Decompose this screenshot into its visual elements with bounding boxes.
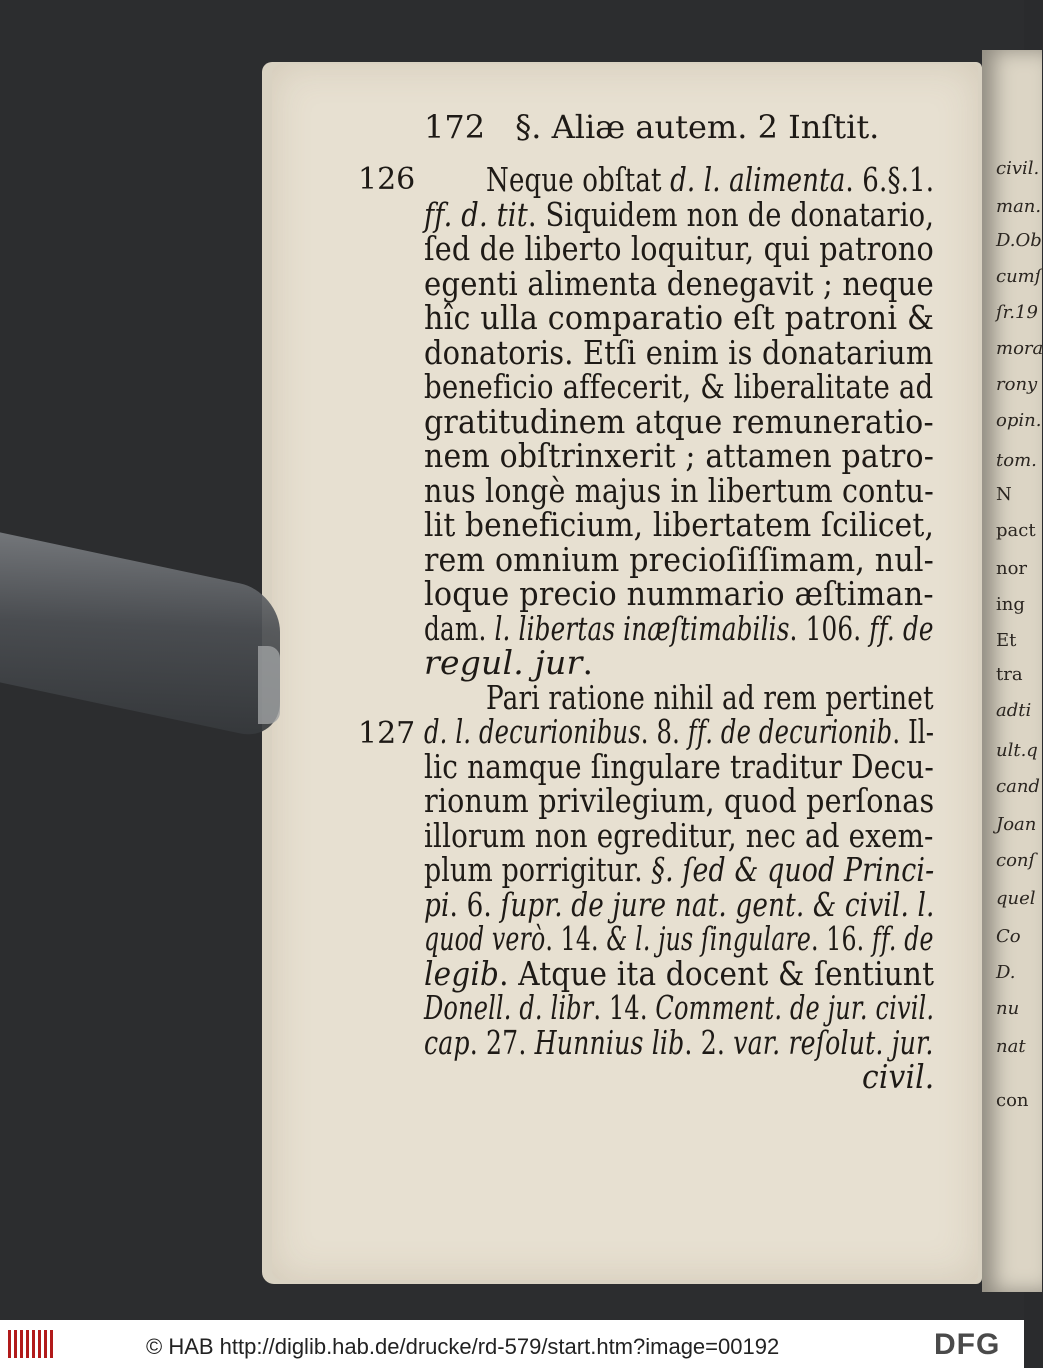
text-line (424, 333, 933, 372)
text-line (424, 781, 934, 820)
adjacent-page-fragment: D. (996, 962, 1016, 983)
text-run: . 14. (593, 988, 656, 1027)
text-line (424, 436, 934, 475)
text-run: ſed de liberto loquitur, qui patrono (424, 229, 934, 268)
adjacent-page-fragment: civil. (996, 158, 1040, 179)
page-clamp-tip (258, 646, 280, 724)
text-line (424, 919, 934, 958)
adjacent-page-fragment: nu (996, 998, 1020, 1019)
adjacent-page-fragment: cand (996, 776, 1040, 797)
footer-source-link[interactable]: © HAB http://diglib.hab.de/drucke/rd-579/start.htm?image=00192 (146, 1334, 780, 1359)
text-line (424, 402, 934, 441)
adjacent-page-fragment: ing (996, 594, 1025, 615)
text-run: . 14. (545, 919, 607, 958)
hab-logo-icon (8, 1330, 54, 1358)
adjacent-page-fragment: conſ (996, 850, 1036, 871)
text-run: . 2. (684, 1022, 734, 1062)
text-run: §. ſed & quod Princi- (651, 850, 935, 889)
text-run: . 6.§.1. (845, 160, 935, 199)
adjacent-page-fragment: man. (996, 196, 1042, 217)
text-run: egenti alimenta denegavit ; neque (424, 263, 934, 303)
text-run: lic namque ſingulare traditur Decu- (424, 746, 935, 786)
text-run: & l. jus ſingulare (606, 919, 811, 958)
page-number: 172 (424, 108, 486, 146)
text-run: quod verò (424, 919, 546, 958)
adjacent-page-fragment: tom. (996, 450, 1037, 471)
adjacent-page-fragment: opin. (996, 410, 1042, 431)
dfg-logo: DFG (934, 1328, 1001, 1361)
text-line (424, 367, 933, 406)
page-clamp (0, 528, 280, 742)
text-run: d. l. decurionibus (424, 712, 641, 751)
text-line (424, 574, 934, 613)
text-run: Pari ratione nihil ad rem pertinet (486, 677, 934, 717)
section-number-126: 126 (358, 162, 416, 197)
running-header (424, 108, 879, 146)
text-line (424, 816, 934, 855)
text-line (424, 264, 934, 303)
text-run: d. l. alimenta (670, 160, 846, 199)
adjacent-page-fragment: tra (996, 664, 1023, 685)
adjacent-page-fragment: nor (996, 558, 1028, 579)
text-run: dam. (424, 608, 495, 648)
text-run: var. reſolut. jur. (733, 1022, 934, 1062)
text-run: regul. jur (424, 643, 583, 682)
text-run: lit beneficium, libertatem ſcilicet, (424, 505, 935, 544)
text-run: . Atque ita docent & ſentiunt (499, 953, 935, 993)
text-run: Neque obſtat (486, 160, 671, 199)
text-run: . 16. (810, 919, 872, 958)
text-run: ſupr. de jure nat. gent. & civil. l. (500, 884, 935, 924)
text-line (424, 298, 934, 337)
text-run: nem obſtrinxerit ; attamen patro- (424, 436, 935, 475)
text-run: loque precio nummario æſtiman- (424, 574, 934, 613)
text-run: rem omnium precioſiſſimam, nul- (424, 539, 935, 579)
text-run: Donell. d. libr (424, 988, 594, 1027)
adjacent-page-fragment: D.Ob (996, 230, 1042, 251)
text-line (424, 850, 934, 889)
text-run: . 27. (469, 1022, 535, 1062)
text-run: civil. (862, 1057, 935, 1096)
adjacent-page-fragment: mora (996, 338, 1043, 359)
text-line (424, 712, 934, 751)
adjacent-page-fragment: con (996, 1090, 1029, 1111)
text-run: l. libertas inæſtimabilis (494, 608, 790, 648)
text-run: donatoris. Etſi enim is donatarium (424, 332, 934, 372)
text-run: plum porrigitur. (424, 850, 652, 889)
adjacent-page-fragment: adti (996, 700, 1032, 721)
text-line (424, 988, 934, 1027)
adjacent-page-fragment: Et (996, 630, 1017, 651)
text-run: legib (424, 953, 500, 993)
adjacent-page-fragment: rony (996, 374, 1038, 395)
adjacent-page-fragment: cumſ (996, 266, 1042, 287)
text-run: hîc ulla comparatio eſt patroni & (424, 298, 935, 337)
text-run: illorum non egreditur, nec ad exem- (424, 815, 934, 855)
text-run: cap (424, 1022, 470, 1062)
text-run: beneficio affecerit, & liberalitate ad (424, 367, 934, 406)
text-line (424, 609, 934, 648)
text-run: ff. de decurionib (687, 712, 893, 751)
adjacent-page-fragment: nat (996, 1036, 1026, 1057)
text-run: pi (424, 884, 450, 924)
text-line (486, 160, 934, 199)
text-run: . 6. (449, 884, 501, 924)
section-number-127: 127 (358, 716, 416, 751)
text-run: ff. de (871, 919, 934, 958)
adjacent-page-fragment: ult.q (996, 740, 1038, 761)
text-run: gratitudinem atque remuneratio- (424, 401, 934, 441)
text-line (424, 1023, 934, 1062)
text-line (424, 954, 934, 993)
adjacent-page-fragment: Joan (996, 814, 1037, 835)
text-line (862, 1057, 934, 1096)
adjacent-page-fragment: Co (996, 926, 1021, 947)
text-run: Comment. de jur. civil. (655, 988, 935, 1027)
adjacent-page-fragment: ſr.19 (996, 302, 1038, 323)
adjacent-page-fragment: pact (996, 520, 1036, 541)
text-run: ff. de (869, 608, 934, 648)
text-line (486, 678, 934, 717)
text-run: . (582, 643, 594, 682)
text-run: . 8. (640, 712, 688, 751)
text-run: rionum privilegium, quod perſonas (424, 781, 935, 820)
text-line (424, 747, 934, 786)
text-line (424, 643, 593, 682)
text-line (424, 471, 934, 510)
running-title: §. Aliæ autem. 2 Inſtit. (515, 108, 880, 146)
text-run: . Siquidem non de donatario, (527, 194, 935, 234)
text-line (424, 885, 935, 924)
text-line (424, 195, 934, 234)
text-run: ff. d. tit (424, 194, 528, 234)
adjacent-page-fragment: N (996, 484, 1012, 505)
text-run: . Il- (892, 712, 935, 751)
text-run: nus longè majus in libertum contu- (424, 470, 934, 510)
text-run: . 106. (789, 608, 870, 648)
adjacent-page-fragment: quel (996, 888, 1036, 909)
text-line (424, 505, 934, 544)
text-line (424, 229, 934, 268)
text-line (424, 540, 934, 579)
text-run: Hunnius lib (534, 1022, 685, 1062)
